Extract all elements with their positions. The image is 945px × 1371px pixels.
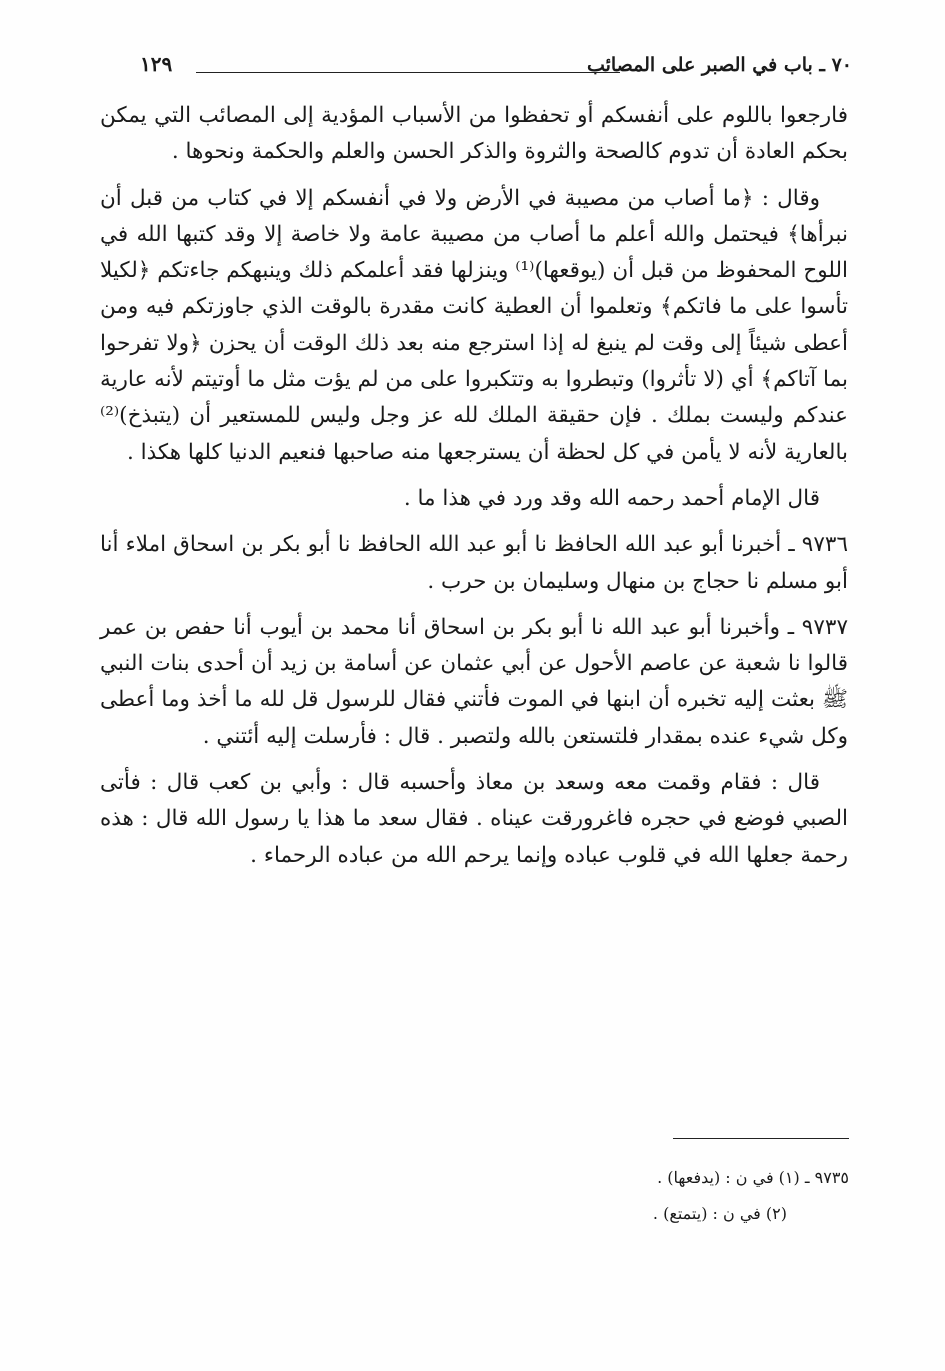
text-line: مقدرة بالوقت الذي جاوزتكم فيه ومن أعطى شيئاً إلى وقت لم ينبغ له إذا <box>100 294 848 356</box>
main-text <box>100 98 848 874</box>
text-line: وقال : ﴿ما أصاب من مصيبة في الأرض ولا في أنفسكم إلا في كتاب <box>207 185 820 211</box>
text-line: ونحوها . <box>171 139 245 165</box>
text-line: بملك . فإن حقيقة الملك لله عز وجل وليس للمستعير أن (يتبذخ)⁽²⁾ بالعارية <box>100 403 848 465</box>
footnote: (٢) في ن : (يتمتع) . <box>652 1204 787 1223</box>
text-line: اسحاق املاء أنا أبو مسلم نا حجاج بن منهال وسليمان بن حرب . <box>100 532 848 594</box>
text-line: ٩٧٣٧ ـ وأخبرنا أبو عبد الله نا أبو بكر بن اسحاق أنا محمد بن أيوب أنا <box>233 614 848 640</box>
chapter-title: ٧٠ ـ باب في الصبر على المصائب <box>586 54 852 76</box>
text-line: فارجعوا باللوم على أنفسكم أو تحفظوا من الأسباب المؤدية إلى المصائب التي <box>154 103 848 128</box>
text-line: ذلك وينبهكم جاءتكم ﴿لكيلا تأسوا على ما فاتكم﴾ وتعلموا أن العطية كانت <box>100 258 848 320</box>
footnote: ٩٧٣٥ ـ (١) في ن : (يدفعها) . <box>657 1168 849 1187</box>
text-line: يمكن بحكم العادة أن تدوم كالصحة والثروة والذكر الحسن والعلم والحكمة <box>100 103 848 165</box>
paragraph <box>100 481 848 517</box>
hadith-entry <box>100 610 848 755</box>
text-line: ٩٧٣٦ ـ أخبرنا أبو عبد الله الحافظ نا أبو عبد الله الحافظ نا أبو بكر بن <box>241 532 848 558</box>
text-line: قل لله ما أخذ وما أعطى وكل شيء عنده بمقدار فلتستعن بالله ولتصبر . قال : <box>100 687 848 749</box>
header-rule <box>196 72 620 73</box>
footnote-rule <box>673 1138 849 1139</box>
text-line: استرجع منه بعد ذلك الوقت أن يحزن ﴿ولا تفرحوا بما آتاكم﴾ أي (لا تأثروا) <box>100 330 849 393</box>
text-line: فأتى الصبي فوضع في حجره فاغرورقت عيناه . فقال سعد ما هذا يا رسول الله <box>100 770 848 832</box>
text-line: قال : هذه رحمة جعلها الله في قلوب عباده وإنما يرحم الله من عباده الرحماء . <box>100 806 848 868</box>
text-line: لأنه لا يأمن في كل لحظة أن يسترجعها منه صاحبها فنعيم الدنيا كلها هكذا . <box>126 439 778 465</box>
text-line: أن أحدى بنات النبي ﷺ بعثت إليه تخبره أن ابنها في الموت فأتني فقال للرسول <box>100 651 848 713</box>
paragraph <box>100 765 848 874</box>
text-line: حفص بن عمر قالوا نا شعبة عن عاصم الأحول عن أبي عثمان عن أسامة بن زيد <box>100 614 848 677</box>
paragraph <box>100 98 848 171</box>
running-header <box>140 52 852 82</box>
text-line: قال الإمام أحمد رحمه الله وقد ورد في هذا ما . <box>403 485 820 511</box>
text-line: من قبل أن نبرأها﴾ فيحتمل والله أعلم ما أصاب من مصيبة عامة ولا خاصة إلا <box>100 185 848 247</box>
page-number: ١٢٩ <box>140 52 173 76</box>
text-line: وتبطروا به وتتكبروا على من لم يؤت مثل ما أوتيتم لأنه عارية عندكم وليست <box>100 367 848 429</box>
text-line: قال : فقام وقمت معه وسعد بن معاذ وأحسبه قال : وأبي بن كعب قال : <box>150 770 820 796</box>
text-line: وقد كتبها الله في اللوح المحفوظ من قبل أن (يوقعها)⁽¹⁾ وينزلها فقد أعلمكم <box>100 221 849 284</box>
footnotes <box>349 1160 849 1232</box>
paragraph <box>100 181 848 471</box>
hadith-entry <box>100 527 848 600</box>
text-line: فأرسلت إليه أئتني . <box>202 723 377 749</box>
